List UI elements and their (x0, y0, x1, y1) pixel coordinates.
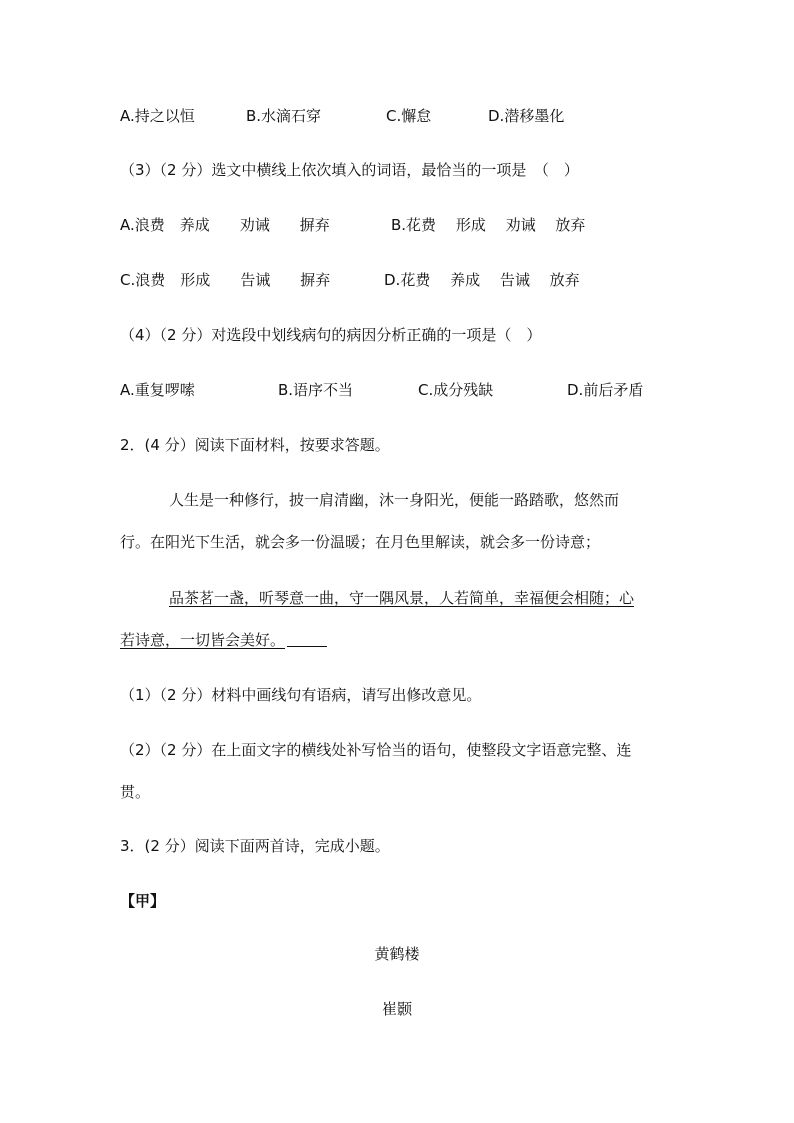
sub-question-4-option-b: B.语序不当 (278, 381, 354, 399)
poem-title: 黄鹤楼 (374, 945, 420, 963)
question-2-sub-2-line-1: （2）（2 分）在上面文字的横线处补写恰当的语句，使整段文字语意完整、连 (120, 741, 632, 759)
sub-question-3-stem: （3）（2 分）选文中横线上依次填入的词语，最恰当的一项是 （ ） (120, 161, 579, 179)
option-d: D.潜移墨化 (488, 107, 565, 125)
sub-question-3-option-c: C.浪费 形成 告诫 摒弃 (120, 271, 331, 289)
material-paragraph-1-line-1: 人生是一种修行，披一肩清幽，沐一身阳光，便能一路踏歌，悠然而 (169, 491, 620, 509)
material-underlined-sentence-line-1: 品茶茗一盏，听琴意一曲，守一隅风景，人若简单，幸福便会相随；心 (169, 589, 635, 607)
underlined-sentence-end: 若诗意，一切皆会美好。 (120, 631, 286, 649)
sub-question-4-option-d: D.前后矛盾 (567, 381, 644, 399)
question-2-heading: 2．(4 分）阅读下面材料，按要求答题。 (120, 436, 390, 454)
question-2-sub-1: （1）（2 分）材料中画线句有语病，请写出修改意见。 (120, 686, 482, 704)
fill-in-blank (287, 632, 327, 647)
section-label-jia: 【甲】 (120, 892, 166, 910)
material-underlined-sentence-line-2 (120, 630, 327, 650)
option-a: A.持之以恒 (120, 107, 195, 125)
sub-question-3-option-b: B.花费 形成 劝诫 放弃 (391, 216, 586, 234)
material-paragraph-1-line-2: 行。在阳光下生活，就会多一份温暖；在月色里解读，就会多一份诗意； (120, 533, 601, 551)
question-2-sub-2-line-2: 贯。 (120, 783, 151, 801)
sub-question-3-option-a: A.浪费 养成 劝诫 摒弃 (120, 216, 330, 234)
sub-question-3-option-d: D.花费 养成 告诫 放弃 (384, 271, 580, 289)
sub-question-4-option-c: C.成分残缺 (418, 381, 494, 399)
poem-author: 崔颢 (381, 1000, 412, 1018)
question-3-heading: 3．(2 分）阅读下面两首诗，完成小题。 (120, 837, 390, 855)
option-b: B.水滴石穿 (246, 107, 322, 125)
sub-question-4-option-a: A.重复啰嗦 (120, 381, 195, 399)
option-c: C.懈怠 (386, 107, 432, 125)
sub-question-4-stem: （4）（2 分）对选段中划线病句的病因分析正确的一项是（ ） (120, 326, 542, 344)
